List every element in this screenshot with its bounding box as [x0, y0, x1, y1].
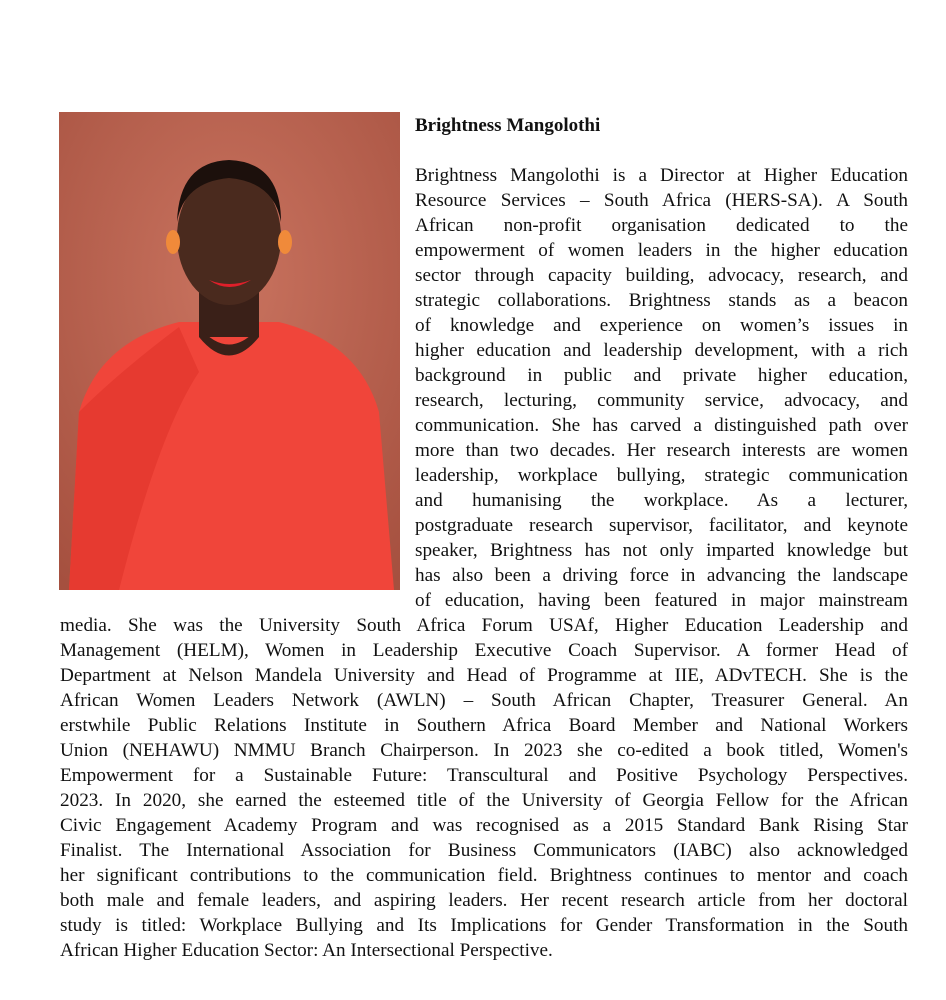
bio-line: postgraduate research supervisor, facilitator, and keynote: [415, 515, 908, 536]
bio-line: Brightness Mangolothi is a Director at Higher Education: [415, 165, 908, 186]
bio-line: African Higher Education Sector: An Intersectional Perspective.: [60, 940, 553, 961]
bio-line: more than two decades. Her research interests are women: [415, 440, 908, 461]
bio-line: erstwhile Public Relations Institute in Southern Africa Board Member and National Workers: [60, 715, 908, 736]
bio-line: media. She was the University South Africa Forum USAf, Higher Education Leadership and: [60, 615, 908, 636]
bio-line: 2023. In 2020, she earned the esteemed title of the University of Georgia Fellow for the African: [60, 790, 908, 811]
bio-line: and humanising the workplace. As a lecturer,: [415, 490, 908, 511]
bio-line: empowerment of women leaders in the higher education: [415, 240, 908, 261]
bio-line: research, lecturing, community service, advocacy, and: [415, 390, 908, 411]
bio-line: higher education and leadership development, with a rich: [415, 340, 908, 361]
bio-line: background in public and private higher education,: [415, 365, 908, 386]
bio-line: her significant contributions to the communication field. Brightness continues to mentor and coach: [60, 865, 908, 886]
bio-line: strategic collaborations. Brightness stands as a beacon: [415, 290, 908, 311]
bio-line: communication. She has carved a distinguished path over: [415, 415, 908, 436]
bio-line: of knowledge and experience on women’s issues in: [415, 315, 908, 336]
bio-line: Civic Engagement Academy Program and was recognised as a 2015 Standard Bank Rising Star: [60, 815, 908, 836]
bio-line: speaker, Brightness has not only imparted knowledge but: [415, 540, 908, 561]
person-name-heading: Brightness Mangolothi: [415, 115, 601, 136]
bio-line: Resource Services – South Africa (HERS-SA). A South: [415, 190, 908, 211]
bio-line: Finalist. The International Association for Business Communicators (IABC) also acknowledged: [60, 840, 908, 861]
bio-line: sector through capacity building, advocacy, research, and: [415, 265, 908, 286]
bio-line: leadership, workplace bullying, strategic communication: [415, 465, 908, 486]
bio-line: Management (HELM), Women in Leadership Executive Coach Supervisor. A former Head of: [60, 640, 908, 661]
bio-line: Empowerment for a Sustainable Future: Transcultural and Positive Psychology Perspectives.: [60, 765, 908, 786]
bio-line: both male and female leaders, and aspiring leaders. Her recent research article from her doctoral: [60, 890, 908, 911]
bio-line: study is titled: Workplace Bullying and Its Implications for Gender Transformation in the South: [60, 915, 908, 936]
portrait-photo: [59, 112, 400, 590]
bio-line: has also been a driving force in advancing the landscape: [415, 565, 908, 586]
bio-line: African non-profit organisation dedicated to the: [415, 215, 908, 236]
bio-line: of education, having been featured in major mainstream: [415, 590, 908, 611]
bio-line: African Women Leaders Network (AWLN) – South African Chapter, Treasurer General. An: [60, 690, 908, 711]
bio-line: Department at Nelson Mandela University and Head of Programme at IIE, ADvTECH. She is the: [60, 665, 908, 686]
bio-line: Union (NEHAWU) NMMU Branch Chairperson. In 2023 she co-edited a book titled, Women's: [60, 740, 908, 761]
